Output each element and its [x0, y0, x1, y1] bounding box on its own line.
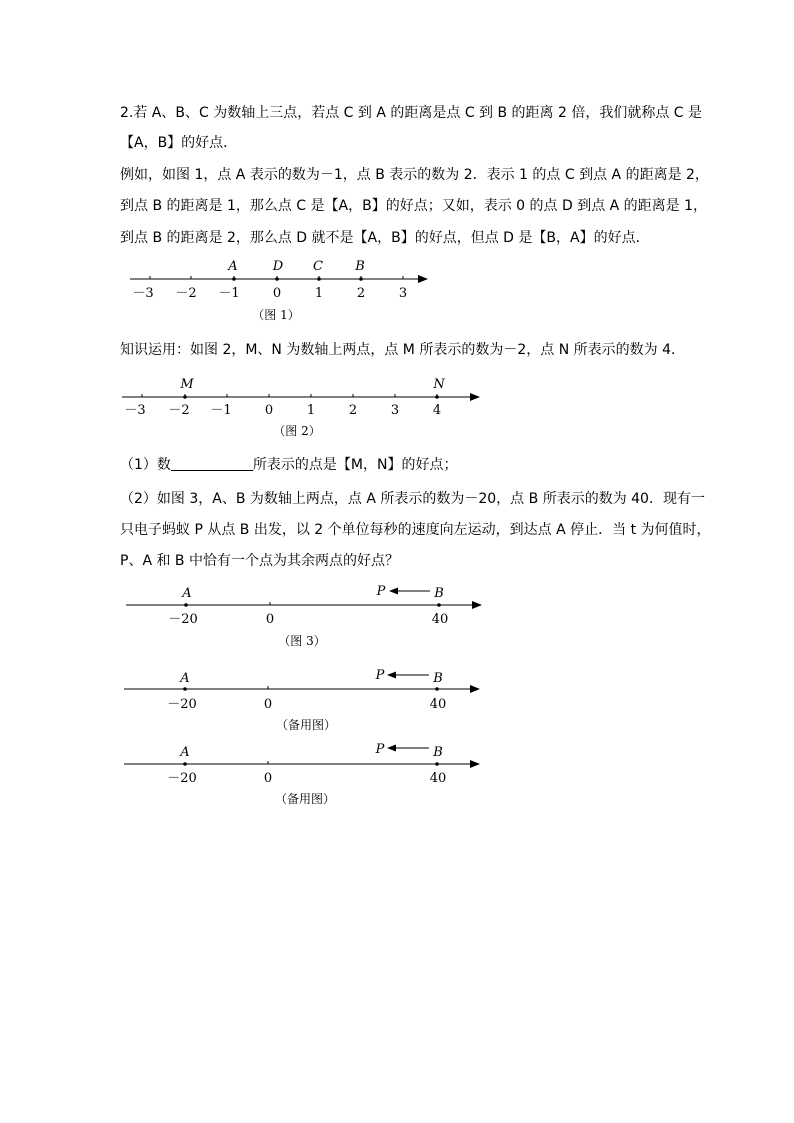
- figure-2-caption: （图 2）: [273, 424, 321, 438]
- point-a-label: A: [180, 745, 190, 760]
- point-c-dot: [317, 277, 321, 281]
- point-a-dot: [184, 603, 188, 607]
- tick-label: 1: [314, 286, 324, 301]
- tick-label: 1: [306, 403, 316, 418]
- problem-line-2: 【A，B】的好点．: [120, 135, 238, 151]
- point-a-label: A: [182, 586, 192, 601]
- problem-line-1: 2.若 A、B、C 为数轴上三点，若点 C 到 A 的距离是点 C 到 B 的距离 2 倍，我们就称点 C 是: [120, 105, 703, 121]
- tick-label: －1: [210, 403, 232, 418]
- problem-line-4: 到点 B 的距离是 1，那么点 C 是【A，B】的好点；又如，表示 0 的点 D 到点 A 的距离是 1，: [120, 198, 708, 214]
- axis-arrow: [470, 760, 480, 768]
- point-d-label: D: [272, 259, 284, 274]
- question-2-line-2: 只电子蚂蚁 P 从点 B 出发，以 2 个单位每秒的速度向左运动，到达点 A 停止．当 t 为何值时，: [120, 522, 711, 538]
- point-b-dot: [359, 277, 363, 281]
- point-b-label: B: [434, 586, 444, 601]
- point-p-label: P: [376, 584, 386, 599]
- tick-label: －20: [167, 771, 197, 786]
- point-p-label: P: [375, 742, 385, 757]
- application-line: 知识运用：如图 2，M、N 为数轴上两点，点 M 所表示的数为－2，点 N 所表示的数为 4．: [120, 342, 685, 358]
- figure-1-number-line: [0, 255, 794, 330]
- tick-label: 0: [263, 697, 273, 712]
- point-a-dot: [183, 687, 187, 691]
- point-a-dot: [183, 762, 187, 766]
- point-b-dot: [435, 762, 439, 766]
- axis-arrow: [470, 685, 480, 693]
- tick-label: －20: [167, 697, 197, 712]
- spare-figure-1-number-line: [0, 662, 794, 737]
- point-m-label: M: [180, 377, 194, 392]
- point-b-dot: [435, 687, 439, 691]
- tick-label: 3: [398, 286, 408, 301]
- question-2-line-1: （2）如图 3，A、B 为数轴上两点，点 A 所表示的数为－20，点 B 所表示的数为 40．现有一: [120, 491, 705, 507]
- tick-label: －2: [175, 286, 197, 301]
- spare-figure-1-caption: （备用图）: [275, 718, 337, 732]
- point-c-label: C: [313, 259, 323, 274]
- axis-arrow: [418, 275, 428, 283]
- tick-label: 2: [356, 286, 366, 301]
- motion-arrowhead: [387, 672, 396, 679]
- tick-label: 0: [264, 403, 274, 418]
- point-a-label: A: [228, 259, 238, 274]
- point-m-dot: [183, 395, 187, 399]
- tick-label: －20: [168, 612, 198, 627]
- point-b-label: B: [433, 745, 443, 760]
- tick-label: －3: [132, 286, 154, 301]
- spare-figure-2-number-line: [0, 737, 794, 812]
- answer-blank[interactable]: [171, 456, 253, 471]
- figure-3-caption: （图 3）: [278, 634, 326, 648]
- figure-2-number-line: [0, 373, 794, 443]
- point-p-label: P: [375, 668, 385, 683]
- tick-label: 3: [390, 403, 400, 418]
- spare-figure-2-caption: （备用图）: [274, 792, 336, 806]
- point-n-dot: [435, 395, 439, 399]
- point-a-label: A: [180, 671, 190, 686]
- point-n-label: N: [433, 377, 445, 392]
- tick-label: 40: [429, 771, 447, 786]
- tick-label: 40: [431, 612, 449, 627]
- tick-label: －3: [124, 403, 146, 418]
- figure-1-caption: （图 1）: [252, 308, 300, 322]
- tick-label: 40: [429, 697, 447, 712]
- problem-line-3: 例如，如图 1，点 A 表示的数为－1，点 B 表示的数为 2．表示 1 的点 C 到点 A 的距离是 2，: [120, 167, 709, 183]
- axis-arrow: [472, 601, 482, 609]
- tick-label: 0: [263, 771, 273, 786]
- problem-line-5: 到点 B 的距离是 2，那么点 D 就不是【A，B】的好点，但点 D 是【B，A】的好点．: [120, 230, 650, 246]
- point-d-dot: [275, 277, 279, 281]
- point-b-dot: [437, 603, 441, 607]
- tick-label: 0: [265, 612, 275, 627]
- point-b-label: B: [355, 259, 365, 274]
- tick-label: －2: [168, 403, 190, 418]
- point-a-dot: [232, 277, 236, 281]
- axis-arrow: [470, 393, 480, 401]
- point-b-label: B: [433, 671, 443, 686]
- tick-label: 2: [348, 403, 358, 418]
- motion-arrowhead: [389, 588, 398, 595]
- question-1: [120, 456, 457, 474]
- tick-label: 0: [272, 286, 282, 301]
- motion-arrowhead: [387, 745, 396, 752]
- figure-3-number-line: [0, 578, 794, 653]
- question-2-line-3: P、A 和 B 中恰有一个点为其余两点的好点？: [120, 553, 399, 569]
- tick-label: 4: [432, 403, 442, 418]
- question-1-suffix: 所表示的点是【M，N】的好点；: [252, 457, 458, 473]
- tick-label: －1: [218, 286, 240, 301]
- question-1-prefix: （1）数: [120, 457, 171, 473]
